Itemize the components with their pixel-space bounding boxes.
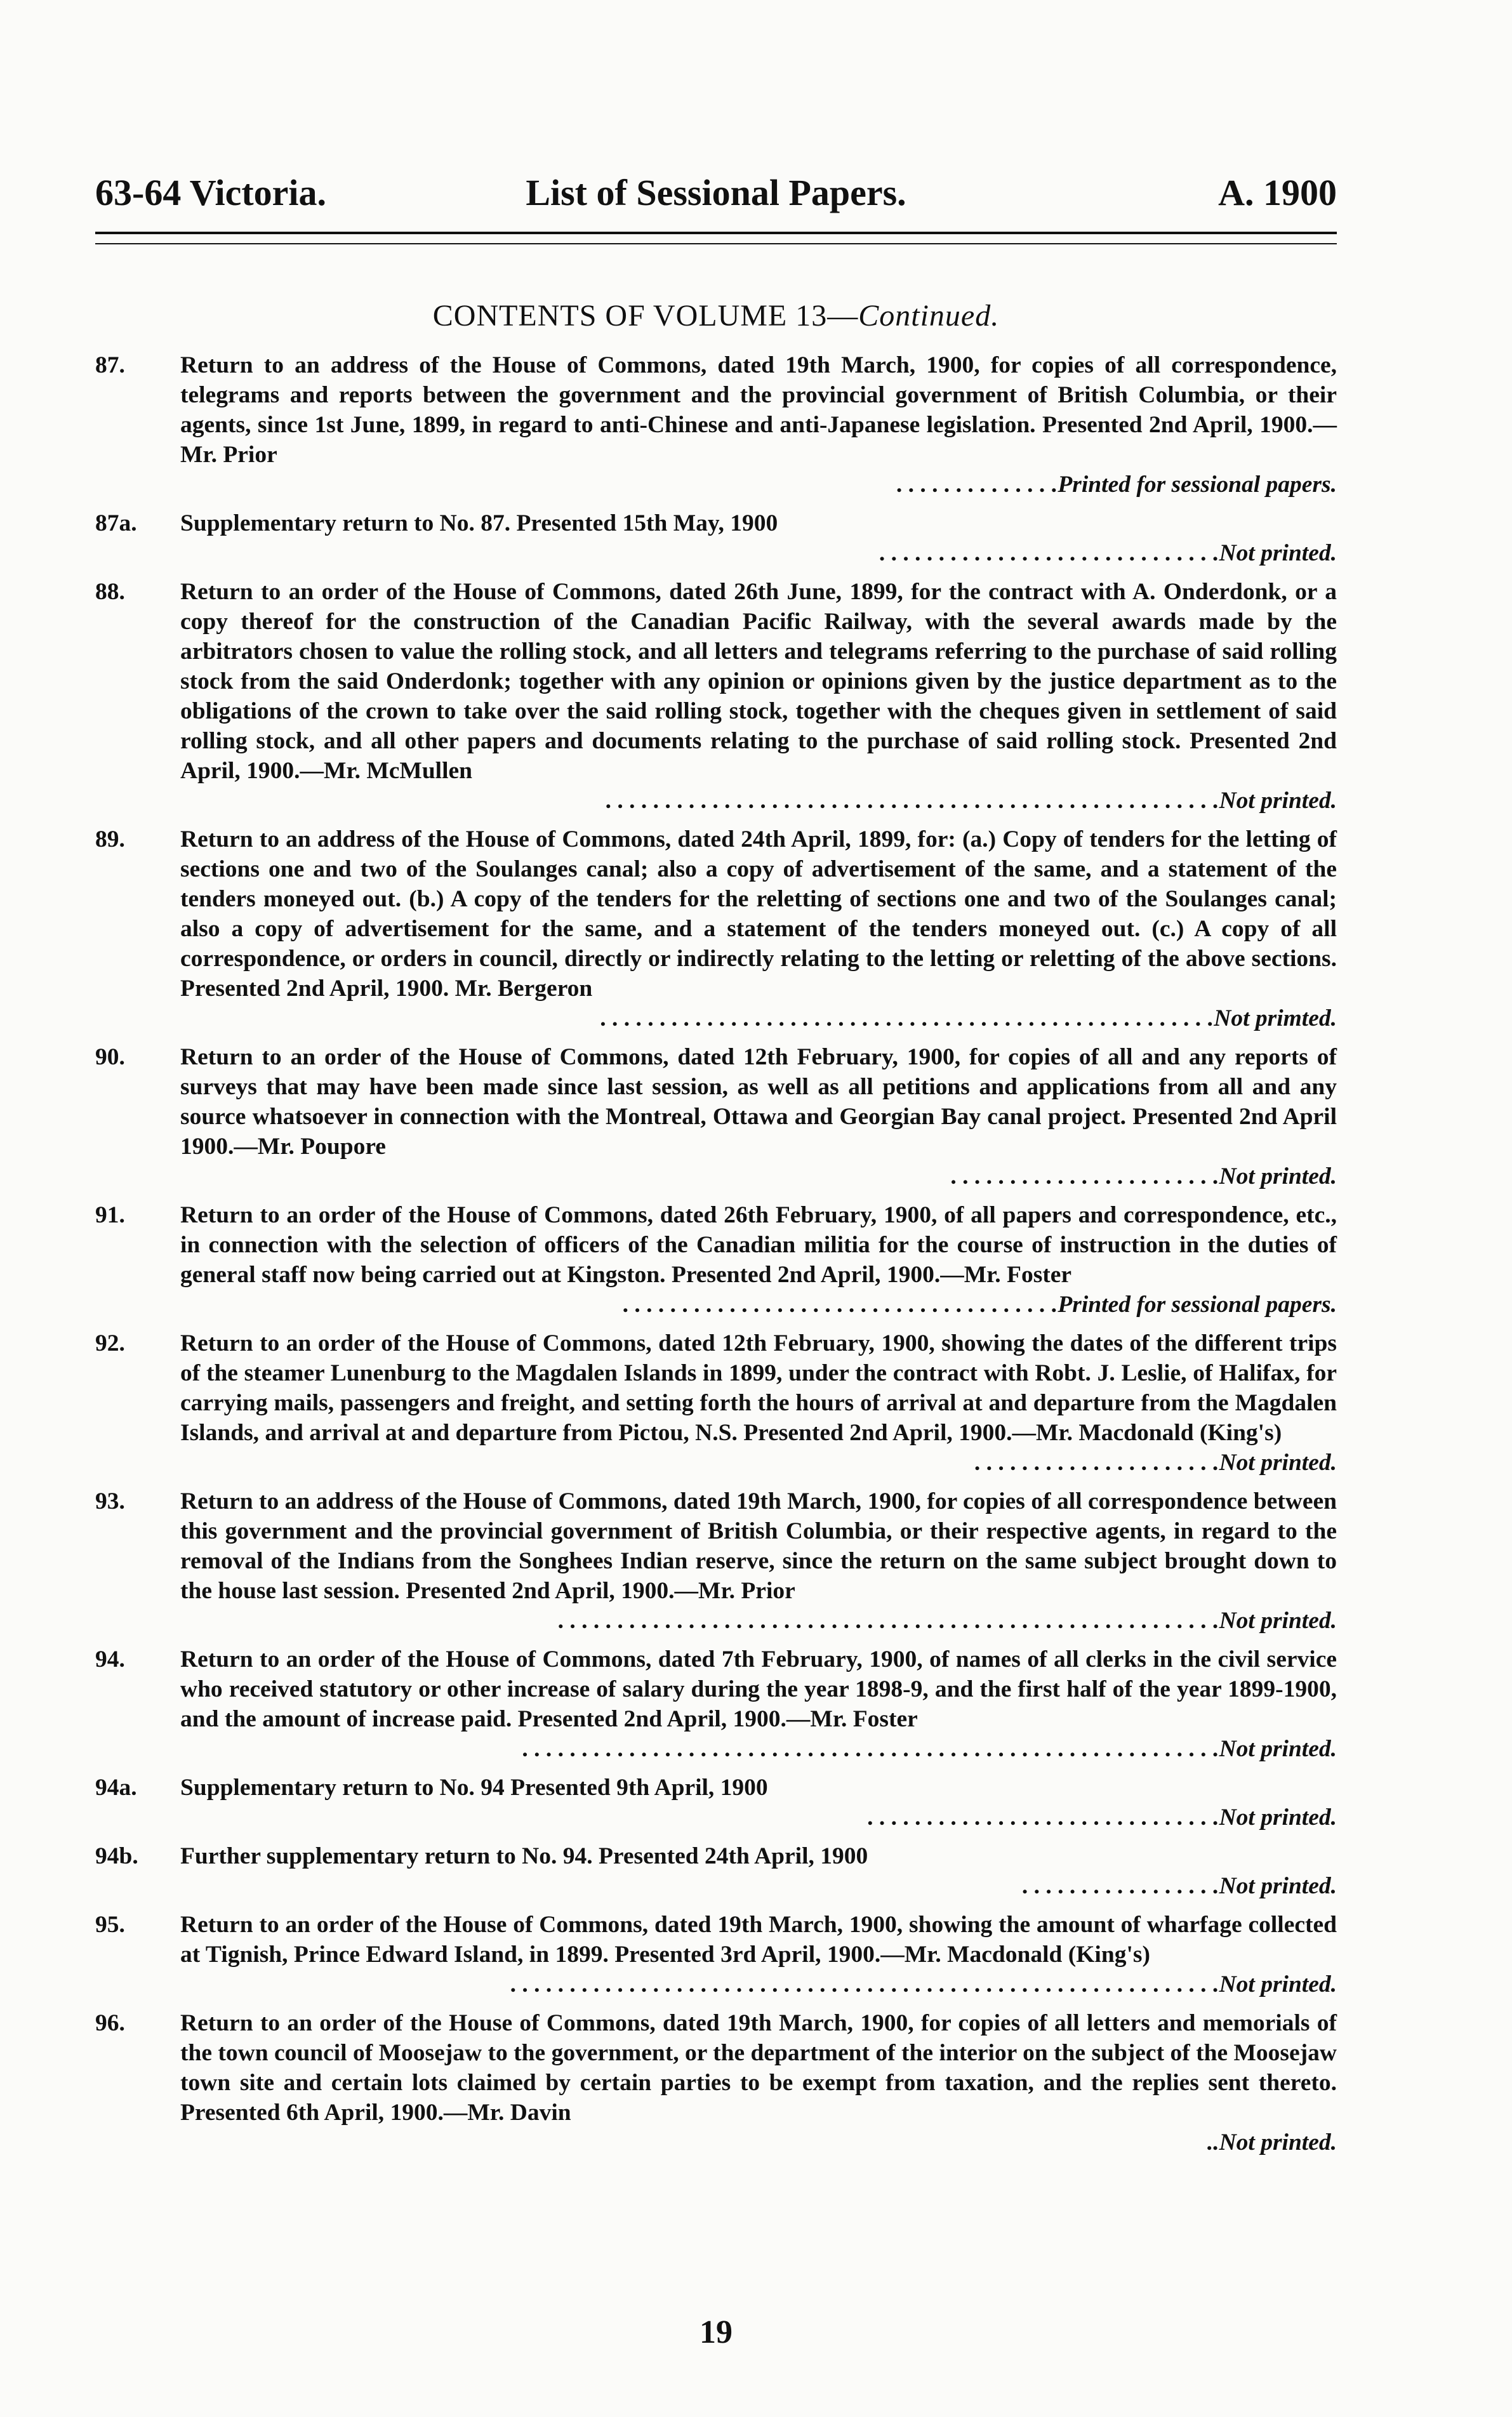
volume-title-continued: Continued. [858,299,1000,333]
list-item [95,824,1337,1033]
entry-status: . . . . . . . . . . . . . . . . . . . . . . . . . . . . . . . . . . . . .Printed for sessional papers. [623,1292,1337,1318]
list-item [95,1487,1337,1636]
running-header [95,114,1337,213]
entry-status: . . . . . . . . . . . . . . . . . . . . . . . . . . . . . . . . . . . . . . . . . . . . . . . . . . . . . . . . . . . .Not printed. [510,1971,1337,1997]
entry-status: ..Not printed. [1207,2129,1337,2155]
list-item [95,350,1337,500]
entry-number: 91. [95,1202,125,1228]
header-title: List of Sessional Papers. [526,172,906,213]
entry-text: Supplementary return to No. 94 Presented 9th April, 1900 [180,1775,768,1801]
list-item [95,1841,1337,1901]
entry-text: Return to an order of the House of Commons, dated 19th March, 1900, showing the amount of wharfage collected at Tignish, Prince Edward Island, in 1899. Presented 3rd April, 1900.—Mr. Macdonald (King's) [180,1912,1337,1968]
entry-status: . . . . . . . . . . . . . . . . . . . . . . . . . . . . . . . . . . . . . . . . . . . . . . . . . . . .Not printed. [606,788,1337,814]
list-item [95,1773,1337,1832]
entry-number: 94a. [95,1775,137,1801]
entry-text: Return to an address of the House of Commons, dated 19th March, 1900, for copies of all correspondence, telegrams and reports between the government and the provincial government of British Columbia, or their agents, since 1st June, 1899, in regard to anti-Chinese and anti-Japanese legislation. Presented 2nd April, 1900.—Mr. Prior [180,352,1337,468]
entry-number: 87a. [95,510,137,536]
entry-text: Supplementary return to No. 87. Presented 15th May, 1900 [180,510,778,536]
entry-number: 90. [95,1044,125,1070]
header-rule-thin [95,243,1337,244]
entry-status: . . . . . . . . . . . . . . . . . . . . . . . . . . . . . . . . . . . . . . . . . . . . . . . . . . . . . . . .Not printed. [558,1608,1337,1634]
list-item [95,1200,1337,1320]
volume-title-main: CONTENTS OF VOLUME 13— [432,299,859,333]
list-item [95,2008,1337,2157]
entry-number: 89. [95,826,125,852]
entry-text: Return to an address of the House of Commons, dated 19th March, 1900, for copies of all correspondence between this government and the provincial government of British Columbia, or their respective agents, in regard to the removal of the Indians from the Songhees Indian reserve, since the return on the same subject brought down to the house last session. Presented 2nd April, 1900.—Mr. Prior [180,1488,1337,1604]
entry-number: 87. [95,352,125,378]
entry-text: Return to an order of the House of Commons, dated 12th February, 1900, showing the dates of the different trips of the steamer Lunenburg to the Magdalen Islands in 1899, under the contract with Robt. J. Leslie, of Halifax, for carrying mails, passengers and freight, and setting forth the hours of arrival at and departure from the Magdalen Islands, and arrival at and departure from Pictou, N.S. Presented 2nd April, 1900.—Mr. Macdonald (King's) [180,1330,1337,1446]
header-rule-thick [95,232,1337,234]
entry-text: Return to an order of the House of Commons, dated 19th March, 1900, for copies of all letters and memorials of the town council of Moosejaw to the government, or the department of the interior on the subject of the Moosejaw town site and certain lots claimed by certain parties to be exempt from taxation, and the replies sent thereto. Presented 6th April, 1900.—Mr. Davin [180,2010,1337,2126]
entry-number: 96. [95,2010,125,2036]
entry-status: . . . . . . . . . . . . . . . . . . . . . . . . . . . . . .Not printed. [868,1804,1337,1831]
page-number: 19 [700,2314,733,2350]
entry-number: 92. [95,1330,125,1356]
entry-number: 94. [95,1646,125,1672]
header-left: 63-64 Victoria. [95,172,327,213]
entry-text: Return to an order of the House of Commons, dated 26th February, 1900, of all papers and correspondence, etc., in connection with the selection of officers of the Canadian militia for the course of instruction in the duties of general staff now being carried out at Kingston. Presented 2nd April, 1900.—Mr. Foster [180,1202,1337,1288]
entry-text: Return to an order of the House of Commons, dated 26th June, 1899, for the contract with A. Onderdonk, or a copy thereof for the construction of the Canadian Pacific Railway, with the several awards made by the arbitrators chosen to value the rolling stock, and all letters and telegrams referring to the purchase of said rolling stock from the said Onderdonk; together with any opinion or opinions given by the justice department as to the obligations of the crown to take over the said rolling stock, together with the cheques given in settlement of said rolling stock, and all other papers and documents relating to the purchase of said rolling stock. Presented 2nd April, 1900.—Mr. McMullen [180,579,1337,784]
entry-number: 93. [95,1488,125,1514]
entry-status: . . . . . . . . . . . . . . . . . . . . . . . . . . . . . . . . . . . . . . . . . . . . . . . . . . . .Not primted. [600,1005,1337,1031]
entry-status: . . . . . . . . . . . . . . . . .Not printed. [1023,1873,1337,1899]
list-item [95,577,1337,816]
header-right: A. 1900 [1218,172,1337,213]
entry-number: 94b. [95,1843,138,1869]
entry-text: Return to an order of the House of Commons, dated 12th February, 1900, for copies of all and any reports of surveys that may have been made since last session, as well as all petitions and applications from all and any source whatsoever in connection with the Montreal, Ottawa and Georgian Bay canal project. Presented 2nd April 1900.—Mr. Poupore [180,1044,1337,1160]
document-page [95,114,1337,2350]
entry-text: Return to an address of the House of Commons, dated 24th April, 1899, for: (a.) Copy of tenders for the letting of sections one and two of the Soulanges canal; also a copy of advertisement of the same, and a statement of the tenders moneyed out. (b.) A copy of the tenders for the reletting of sections one and two of the Soulanges canal; also a copy of advertisement for the same, and a statement of the tenders moneyed out. (c.) A copy of all correspondence, or orders in council, directly or indirectly relating to the letting or reletting of the above sections. Presented 2nd April, 1900. Mr. Bergeron [180,826,1337,1002]
entry-status: . . . . . . . . . . . . . . . . . . . . . . . . . . . . . . . . . . . . . . . . . . . . . . . . . . . . . . . . . . .Not printed. [522,1736,1337,1762]
volume-title [95,298,1337,333]
entry-status: . . . . . . . . . . . . . . . . . . . . . . .Not printed. [951,1163,1337,1189]
entries-list [95,350,1337,2166]
entry-number: 95. [95,1912,125,1938]
list-item [95,1645,1337,1764]
entry-status: . . . . . . . . . . . . . . . . . . . . .Not printed. [975,1450,1337,1476]
entry-text: Return to an order of the House of Commons, dated 7th February, 1900, of names of all clerks in the civil service who received statutory or other increase of salary during the year 1898-9, and the first half of the year 1899-1900, and the amount of increase paid. Presented 2nd April, 1900.—Mr. Foster [180,1646,1337,1732]
list-item [95,1042,1337,1191]
entry-number: 88. [95,579,125,605]
entry-text: Further supplementary return to No. 94. Presented 24th April, 1900 [180,1843,868,1869]
list-item [95,508,1337,568]
entry-status: . . . . . . . . . . . . . . . . . . . . . . . . . . . . .Not printed. [880,540,1337,566]
list-item [95,1910,1337,1999]
entry-status: . . . . . . . . . . . . . .Printed for sessional papers. [897,472,1337,498]
list-item [95,1328,1337,1478]
